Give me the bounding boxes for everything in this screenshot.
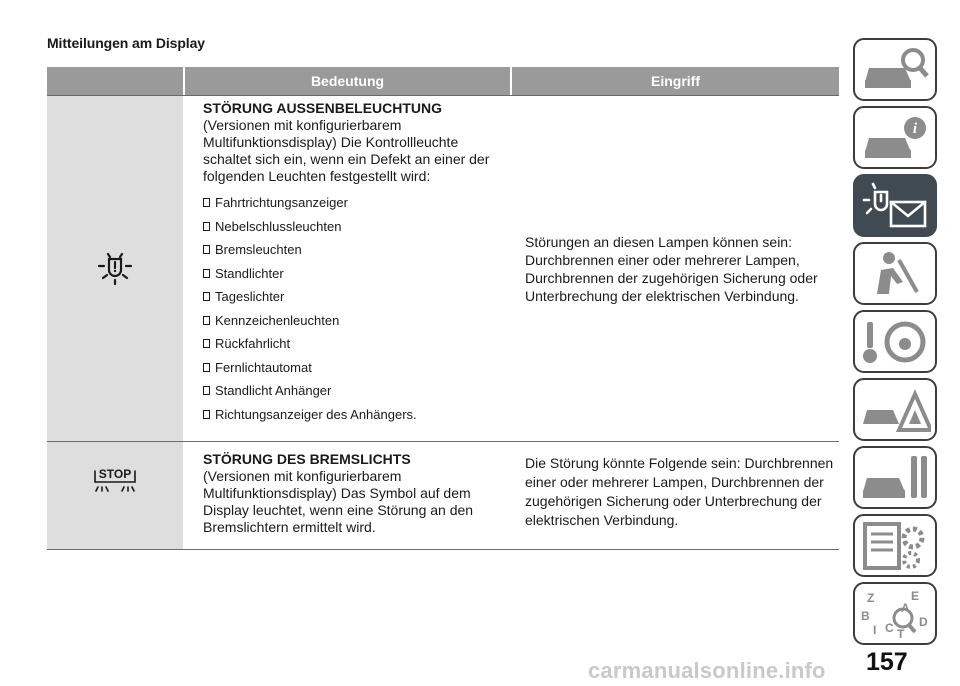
header-action: Eingriff — [512, 67, 839, 95]
svg-text:E: E — [911, 588, 920, 603]
tab-starting-driving[interactable] — [853, 310, 937, 373]
watermark: carmanualsonline.info — [588, 658, 826, 683]
tab-service[interactable] — [853, 446, 937, 509]
meaning-text: (Versionen mit konfigurierbarem Multifunktionsdisplay) Das Symbol auf dem Display leuchtet, wenn eine Störung an den Bremslichtern ermittelt wird. — [203, 468, 474, 535]
exterior-light-failure-icon — [93, 251, 137, 287]
list-item: Standlicht Anhänger — [203, 379, 510, 403]
section-title: Mitteilungen am Display — [47, 35, 205, 51]
checkbox-square-icon — [203, 269, 210, 278]
meaning-cell — [185, 442, 510, 549]
svg-text:D: D — [919, 614, 928, 629]
checkbox-square-icon — [203, 245, 210, 254]
svg-text:STOP: STOP — [98, 467, 132, 481]
svg-text:A: A — [901, 600, 910, 615]
checkbox-square-icon — [203, 339, 210, 348]
list-item: Rückfahrlicht — [203, 332, 510, 356]
tab-technical-data[interactable] — [853, 514, 937, 577]
action-cell — [512, 96, 839, 441]
list-item: Bremsleuchten — [203, 238, 510, 262]
car-info-icon — [859, 112, 931, 164]
checkbox-square-icon — [203, 386, 210, 395]
action-text: Die Störung könnte Folgende sein: Durchbrennen einer oder mehrerer Lampen, Durchbrennen der zugehörigen Sicherung oder Unterbrechung der elektrischen Verbindung. — [525, 455, 834, 528]
tab-warning-lights[interactable] — [853, 174, 937, 237]
list-item: Richtungsanzeiger des Anhängers. — [203, 403, 510, 427]
icon-cell — [47, 442, 183, 549]
list-item: Fahrtrichtungsanzeiger — [203, 191, 510, 215]
svg-text:B: B — [861, 608, 870, 623]
brake-light-failure-icon — [91, 466, 139, 496]
svg-text:Z: Z — [867, 590, 875, 605]
svg-text:T: T — [897, 626, 905, 640]
list-item: Nebelschlussleuchten — [203, 215, 510, 239]
meaning-title: STÖRUNG AUSSENBELEUCHTUNG — [203, 100, 443, 116]
checkbox-square-icon — [203, 410, 210, 419]
table-row — [47, 441, 839, 550]
tab-car-info[interactable] — [853, 106, 937, 169]
tab-safety[interactable] — [853, 242, 937, 305]
meaning-text: (Versionen mit konfigurierbarem Multifunktionsdisplay) Die Kontrollleuchte schaltet sich ein, wenn ein Defekt an einer der folgenden Leuchten festgestellt wird: — [203, 117, 490, 184]
alphabetical-index-icon — [859, 588, 931, 640]
action-text: Störungen an diesen Lampen können sein: Durchbrennen einer oder mehrerer Lampen, Durchbrennen der zugehörigen Sicherung oder Unterbrechung der elektrischen Verbindung. — [525, 233, 818, 304]
header-icon-column — [47, 67, 183, 95]
svg-text:I: I — [873, 622, 877, 637]
svg-text:i: i — [912, 120, 918, 137]
table-header — [47, 67, 839, 95]
checkbox-square-icon — [203, 363, 210, 372]
car-search-icon — [859, 44, 931, 96]
checkbox-square-icon — [203, 198, 210, 207]
display-messages-table — [47, 67, 839, 550]
header-meaning: Bedeutung — [185, 67, 510, 95]
svg-text:C: C — [885, 620, 894, 635]
page-number: 157 — [866, 648, 908, 676]
checkbox-square-icon — [203, 316, 210, 325]
key-steering-wheel-icon — [859, 316, 931, 368]
tab-emergency[interactable] — [853, 378, 937, 441]
action-cell — [512, 442, 839, 549]
checkbox-square-icon — [203, 222, 210, 231]
meaning-title: STÖRUNG DES BREMSLICHTS — [203, 451, 411, 467]
table-row — [47, 95, 839, 441]
tab-index[interactable] — [853, 582, 937, 645]
tab-car-search[interactable] — [853, 38, 937, 101]
checklist — [203, 191, 510, 426]
list-item: Kennzeichenleuchten — [203, 309, 510, 333]
warning-light-message-icon — [859, 180, 931, 232]
meaning-cell — [185, 96, 510, 441]
list-item: Tageslichter — [203, 285, 510, 309]
technical-data-gear-icon — [859, 520, 931, 572]
list-item: Standlichter — [203, 262, 510, 286]
checkbox-square-icon — [203, 292, 210, 301]
icon-cell — [47, 96, 183, 441]
airbag-seat-icon — [859, 248, 931, 300]
car-service-tools-icon — [859, 452, 931, 504]
list-item: Fernlichtautomat — [203, 356, 510, 380]
car-accident-icon — [859, 384, 931, 436]
